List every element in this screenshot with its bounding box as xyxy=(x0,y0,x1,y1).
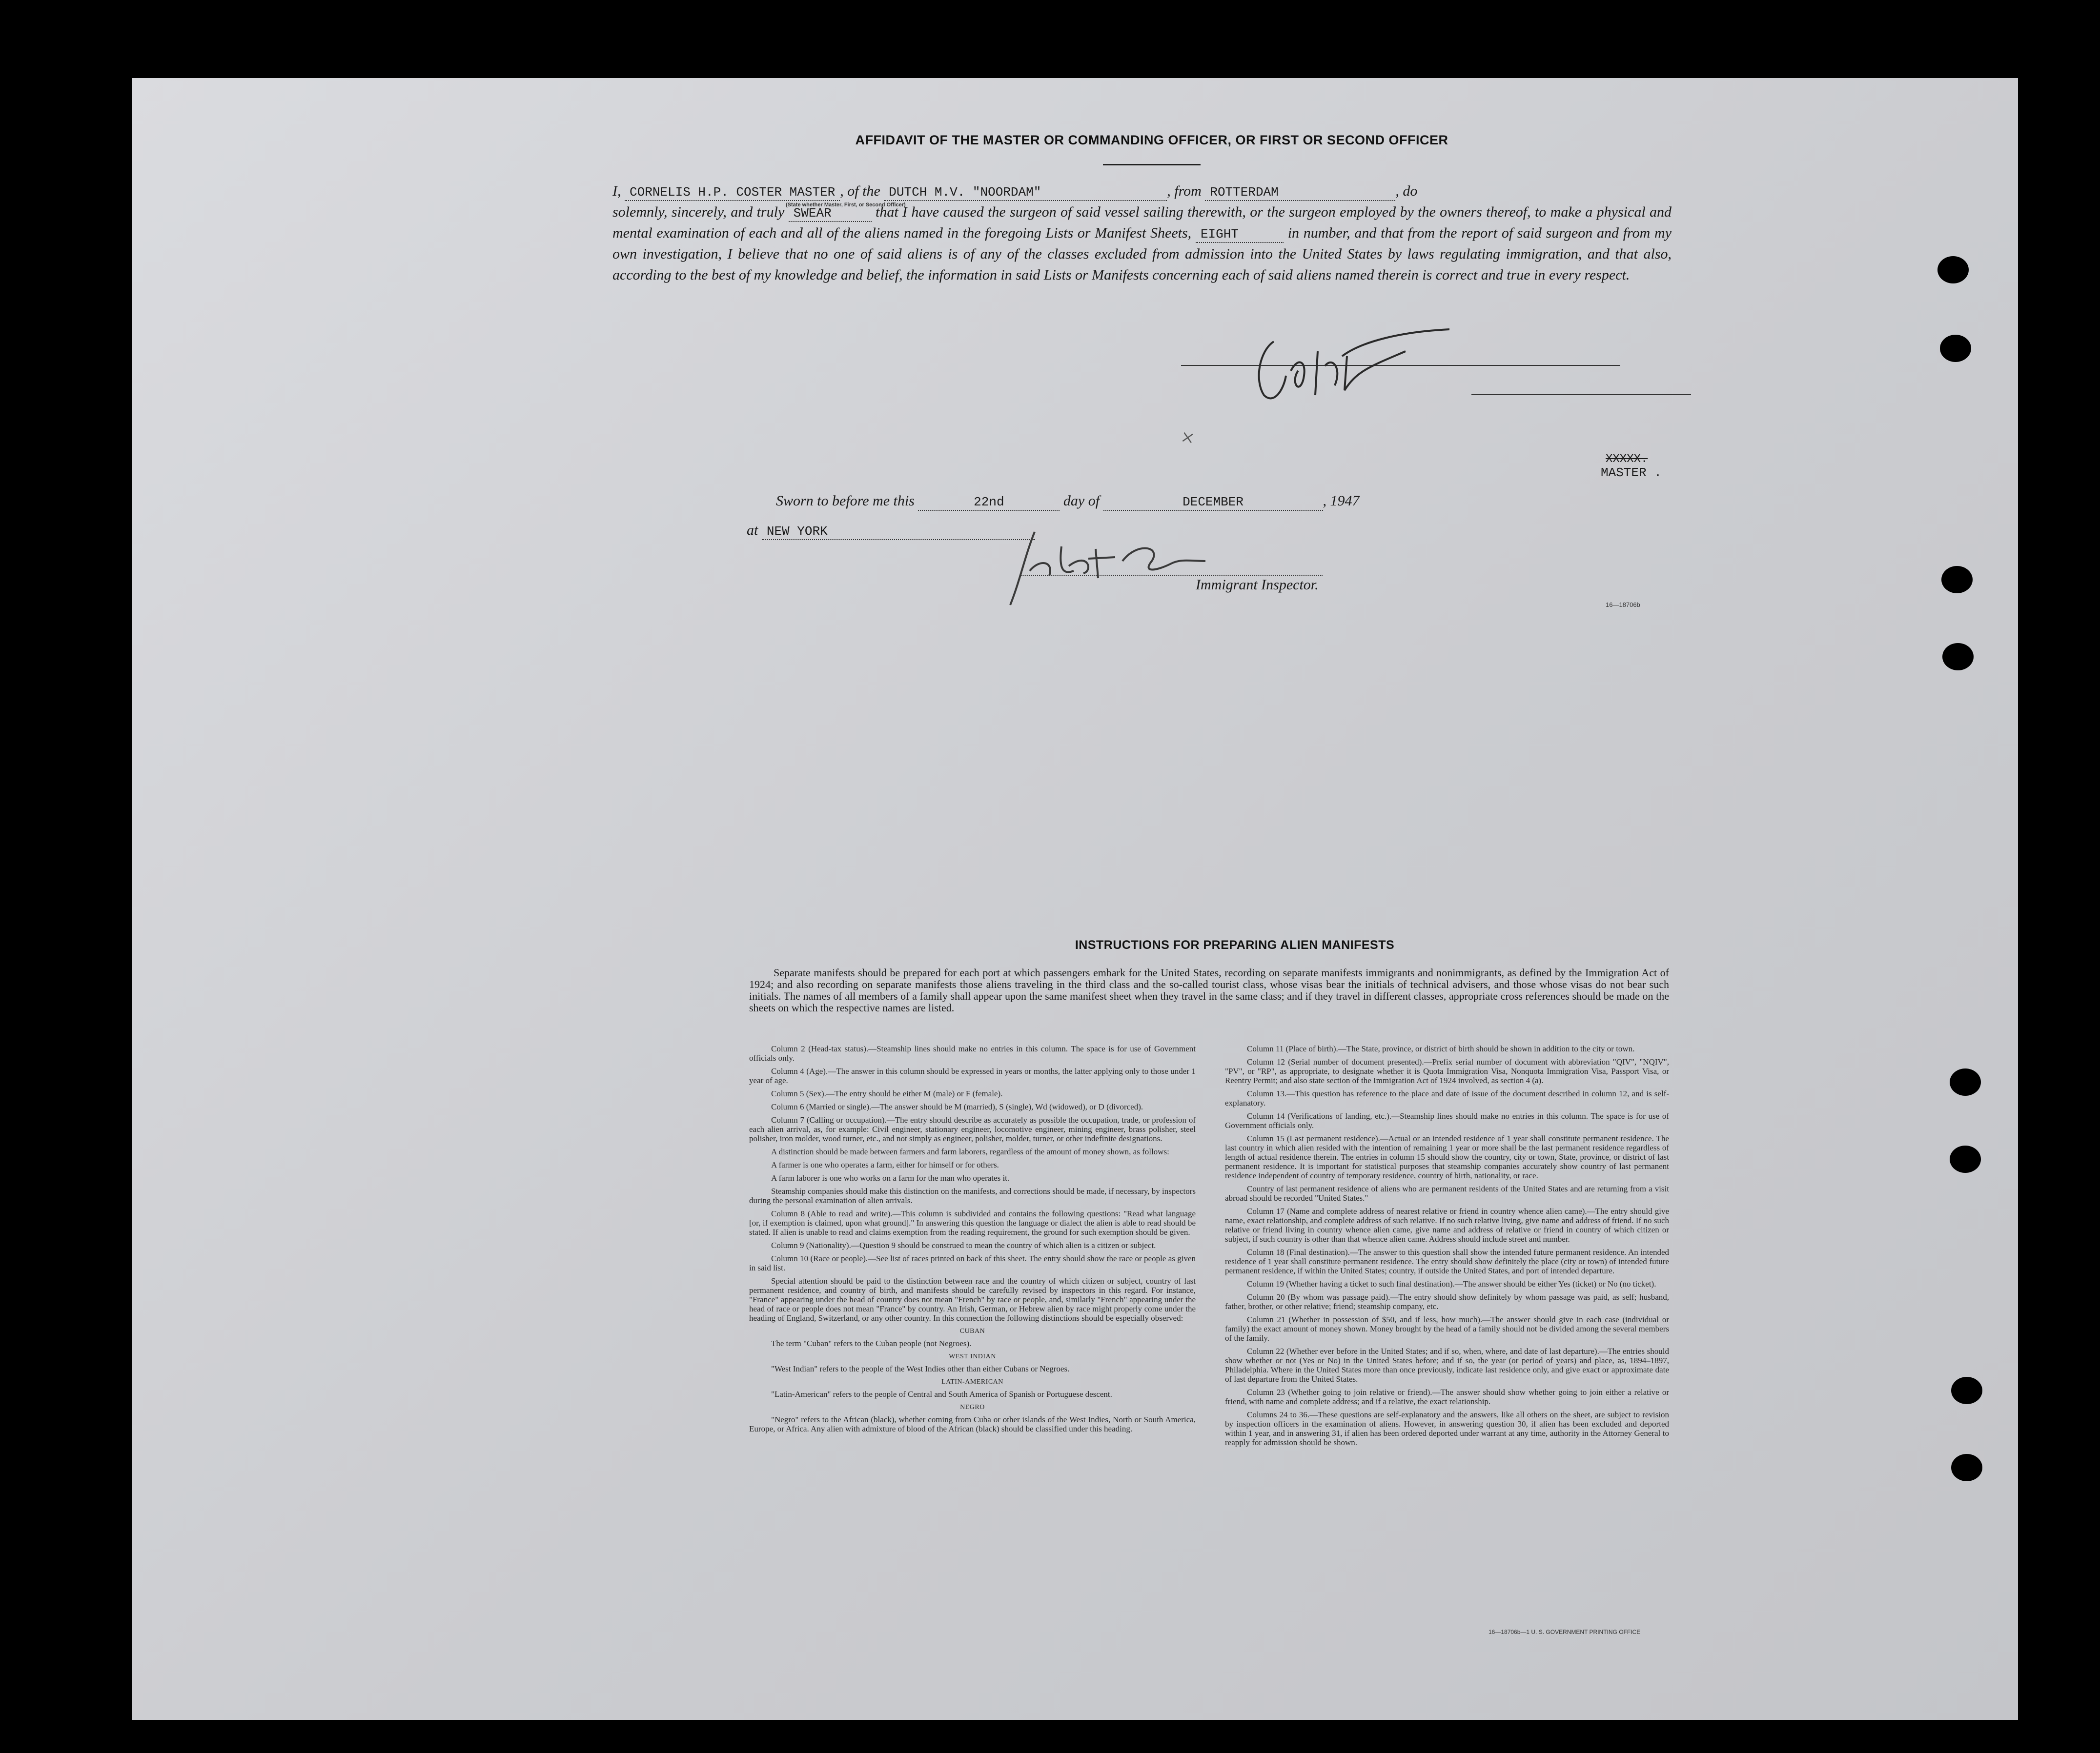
left-paragraph: Column 7 (Calling or occupation).—The entry should describe as accurately as possible the occupation, trade, or profession of each alien arrival, as, for example: Civil engineer, stationary engineer, locomotive engineer, mining engineer, brass polisher, steel polisher, iron molder, wood turner, etc., and not simply as engineer, polisher, molder, turner, or other indefinite designations. xyxy=(749,1115,1196,1143)
officer-name-field: CORNELIS H.P. COSTER MASTER xyxy=(625,184,840,201)
right-paragraph: Column 17 (Name and complete address of nearest relative or friend in country whence alien came).—The entry should give name, exact relationship, and complete address of such relative. If no such relative living, give name and address of friend. If no such relative or friend living in country whence alien came, give name and address of relative or friend in country of which citizen or subject, if such country is other than that whence alien came. Address should include street and number. xyxy=(1225,1207,1669,1244)
paper-surface xyxy=(132,78,2018,1720)
punch-hole xyxy=(1951,1377,1982,1404)
heading-west-indian: WEST INDIAN xyxy=(949,1353,996,1360)
instructions-title: INSTRUCTIONS FOR PREPARING ALIEN MANIFESTS xyxy=(1075,938,1395,952)
left-paragraph: Column 5 (Sex).—The entry should be either M (male) or F (female). xyxy=(771,1089,1003,1098)
text-day-of: day of xyxy=(1063,493,1100,509)
affidavit-body xyxy=(612,181,1672,285)
port-field: ROTTERDAM xyxy=(1205,184,1395,201)
left-paragraph: Steamship companies should make this distinction on the manifests, and corrections should be made, if necessary, by inspectors during the personal examination of alien arrivals. xyxy=(749,1187,1196,1205)
day-field: 22nd xyxy=(918,494,1060,511)
west-indian-paragraph: "West Indian" refers to the people of the West Indies other than either Cubans or Negroes. xyxy=(771,1364,1070,1373)
right-paragraph: Column 20 (By whom was passage paid).—The entry should show definitely by whom passage was paid, as self; husband, father, brother, or other relative; friend; steamship company, etc. xyxy=(1225,1292,1669,1311)
title-rule xyxy=(1103,164,1201,165)
officer-signature xyxy=(1244,322,1518,410)
place-field: NEW YORK xyxy=(762,524,1035,540)
left-paragraph: Column 4 (Age).—The answer in this column should be expressed in years or months, the latter applying only to those under 1 year of age. xyxy=(749,1067,1196,1085)
text-i: I, xyxy=(612,183,621,199)
left-paragraph: A farm laborer is one who works on a farm for the man who operates it. xyxy=(771,1173,1010,1183)
punch-hole xyxy=(1950,1146,1981,1173)
instructions-right-column xyxy=(1225,1044,1669,1451)
right-paragraph: Column 22 (Whether ever before in the United States; and if so, when, where, and date of last departure).—The entries should show whether or not (Yes or No) in the United States before; and if so, the year (or period of years) and place, as, 1894–1897, Philadelphia. Where in the United States more than once previously, indicate last residence only, and give exact or approximate date of last departure from the United States. xyxy=(1225,1347,1669,1384)
punch-hole xyxy=(1951,1454,1982,1481)
left-paragraph: Special attention should be paid to the distinction between race and the country of which citizen or subject, country of last permanent residence, and country of birth, and manifests should be carefully revised by inspectors in this regard. For instance, "France" appearing under the head of country does not mean "French" by race or people, and, similarly "French" appearing under the head of race or people does not mean "France" by country. An Irish, German, or Hebrew alien by race might properly come under the heading of England, Switzerland, or any other country. In this connection the following distinctions should be especially observed: xyxy=(749,1276,1196,1323)
punch-hole xyxy=(1937,256,1969,283)
cuban-paragraph: The term "Cuban" refers to the Cuban people (not Negroes). xyxy=(771,1339,972,1348)
text-solemnly: solemnly, sincerely, and truly xyxy=(612,204,785,220)
month-field: DECEMBER xyxy=(1103,494,1323,511)
inspector-caption: Immigrant Inspector. xyxy=(1196,577,1319,593)
text-of-the: , of the xyxy=(840,183,880,199)
vessel-name-field: DUTCH M.V. "NOORDAM" xyxy=(884,184,1167,201)
instructions-form-number: 16—18706b—1 U. S. GOVERNMENT PRINTING OFFICE xyxy=(1488,1629,1641,1635)
right-paragraph: Column 14 (Verifications of landing, etc.).—Steamship lines should make no entries in this column. The space is for use of Government officials only. xyxy=(1225,1111,1669,1130)
affidavit-title: AFFIDAVIT OF THE MASTER OR COMMANDING OFFICER, OR FIRST OR SECOND OFFICER xyxy=(855,133,1448,147)
right-paragraph: Column 21 (Whether in possession of $50, and if less, how much).—The answer should give in each case (individual or family) the exact amount of money shown. Money brought by the head of a family should not be divided among the several members of the family. xyxy=(1225,1315,1669,1343)
right-paragraph: Column 13.—This question has reference to the place and date of issue of the document described in column 12, and is self-explanatory. xyxy=(1225,1089,1669,1108)
text-at: at xyxy=(747,522,758,538)
year-field: 47 xyxy=(1345,493,1360,509)
right-paragraph: Column 11 (Place of birth).—The State, province, or district of birth should be shown in addition to the city or town. xyxy=(1247,1044,1635,1053)
punch-hole xyxy=(1940,335,1971,362)
text-year-prefix: , 19 xyxy=(1323,493,1345,509)
right-paragraph: Columns 24 to 36.—These questions are self-explanatory and the answers, like all others on the sheet, are subject to revision by inspection officers in the examination of aliens. However, in answering question 30, if alien has been excluded and deported within 1 year, and in answering 31, if alien has been ordered deported under warrant at any time, authority in the Attorney General to reapply for admission should be shown. xyxy=(1225,1410,1669,1447)
document-page xyxy=(132,78,2018,1720)
instructions-left-column xyxy=(749,1044,1196,1437)
heading-latin-american: LATIN-AMERICAN xyxy=(941,1378,1003,1386)
text-sworn: Sworn to before me this xyxy=(776,493,915,509)
left-paragraph: Column 10 (Race or people).—See list of races printed on back of this sheet. The entry should show the race or people as given in said list. xyxy=(749,1254,1196,1272)
left-paragraph: Column 8 (Able to read and write).—This column is subdivided and contains the following questions: "Read what language [or, if exemption is claimed, upon what ground]." In answering this question the language or dialect the alien is able to read should be stated. If alien is unable to read and claims exemption from the reading requirement, the ground for such exemption should be given. xyxy=(749,1209,1196,1237)
punch-hole xyxy=(1950,1068,1981,1096)
punch-hole xyxy=(1941,566,1973,593)
heading-negro: NEGRO xyxy=(960,1404,985,1411)
struck-title: XXXXX. xyxy=(1606,453,1648,466)
left-paragraph: Column 9 (Nationality).—Question 9 should be construed to mean the country of which alien is a citizen or subject. xyxy=(771,1241,1156,1250)
inspector-signature xyxy=(976,512,1366,610)
text-body-1: that I have caused the surgeon of said vessel sailing therewith, or the surgeon employed by the owners thereof, to make a physical and mental examination of each and all of the aliens named in the foregoing Lists or Manifest Sheets, xyxy=(612,204,1672,241)
signature-x-mark: × xyxy=(1179,424,1197,452)
punch-hole xyxy=(1942,643,1974,670)
right-paragraph: Column 15 (Last permanent residence).—Actual or an intended residence of 1 year shall constitute permanent residence. The last country in which alien resided with the intention of remaining 1 year or more shall be the last permanent residence regardless of length of actual residence therein. The entries in column 15 should show the country, city or town, State, province, or district of last permanent residence. It is important for statistical purposes that steamship companies accurately show country of last permanent residence independent of country of temporary residence, country of birth, nationality, or race. xyxy=(1225,1134,1669,1180)
text-from: , from xyxy=(1167,183,1202,199)
latin-american-paragraph: "Latin-American" refers to the people of Central and South America of Spanish or Portuguese descent. xyxy=(771,1390,1112,1399)
left-paragraph: A farmer is one who operates a farm, either for himself or for others. xyxy=(771,1160,999,1169)
right-paragraph: Column 18 (Final destination).—The answer to this question shall show the intended future permanent residence. An intended residence of 1 year shall constitute permanent residence. The entry should show definitely the place (city or town) of intended future permanent residence, if within the United States; country, if outside the United States, and port of intended departure. xyxy=(1225,1248,1669,1275)
negro-paragraph: "Negro" refers to the African (black), whether coming from Cuba or other islands of the West Indies, North or South America, Europe, or Africa. Any alien with admixture of blood of the African (black) should be classified under this heading. xyxy=(749,1415,1196,1433)
right-paragraph: Column 23 (Whether going to join relative or friend).—The answer should show whether going to join either a relative or friend, with name and complete address; and if a relative, the exact relationship. xyxy=(1225,1388,1669,1406)
affidavit-form-number: 16—18706b xyxy=(1606,601,1640,608)
instructions-intro: Separate manifests should be prepared for each port at which passengers embark for the United States, recording on separate manifests immigrants and nonimmigrants, as defined by the Immigration Act of 1924; and also recording on separate manifests those aliens traveling in the third class and the so-called tourist class, whose visas bear the initials of technical advisers, and those whose visas do not bear such initials. The names of all members of a family shall appear upon the same manifest sheet when they travel in the same class; and if they travel in different classes, appropriate cross references should be made on the sheets on which the respective names are listed. xyxy=(749,967,1669,1014)
officer-title: MASTER . xyxy=(1601,465,1662,480)
text-body-2: in number, and that from the report of said surgeon and from my own investigation, I believe that no one of said aliens is of any of the classes excluded from admission into the United States by laws regulating immigration, and that also, according to the best of my knowledge and belief, the information in said Lists or Manifests concerning each of said aliens named therein is correct and true in every respect. xyxy=(612,225,1672,283)
oath-field: SWEAR xyxy=(789,205,872,222)
right-paragraph: Column 19 (Whether having a ticket to such final destination).—The answer should be either Yes (ticket) or No (no ticket). xyxy=(1247,1279,1656,1289)
officer-title-line xyxy=(1471,394,1691,395)
sworn-line xyxy=(776,493,1360,511)
left-paragraph: Column 6 (Married or single).—The answer should be M (married), S (single), Wd (widowed), or D (divorced). xyxy=(771,1102,1143,1111)
right-paragraph: Column 12 (Serial number of document presented).—Prefix serial number of document with abbreviation "QIV", "NQIV", "PV", or "RP", as appropriate, to designate whether it is Quota Immigration Visa, Nonquota Immigration Visa, Passport Visa, or Reentry Permit; and also state section of the Immigration Act of 1924 involved, as section 4 (a). xyxy=(1225,1057,1669,1085)
sheet-count-field: EIGHT xyxy=(1196,226,1284,243)
left-paragraph: A distinction should be made between farmers and farm laborers, regardless of the amount of money shown, as follows: xyxy=(771,1147,1169,1156)
right-paragraph: Country of last permanent residence of aliens who are permanent residents of the United States and are returning from a visit abroad should be recorded "United States." xyxy=(1225,1184,1669,1203)
officer-rank-note: (State whether Master, First, or Second Officer) xyxy=(786,202,906,208)
heading-cuban: CUBAN xyxy=(959,1328,985,1335)
text-do: , do xyxy=(1395,183,1418,199)
left-paragraph: Column 2 (Head-tax status).—Steamship lines should make no entries in this column. The space is for use of Government officials only. xyxy=(749,1044,1196,1063)
